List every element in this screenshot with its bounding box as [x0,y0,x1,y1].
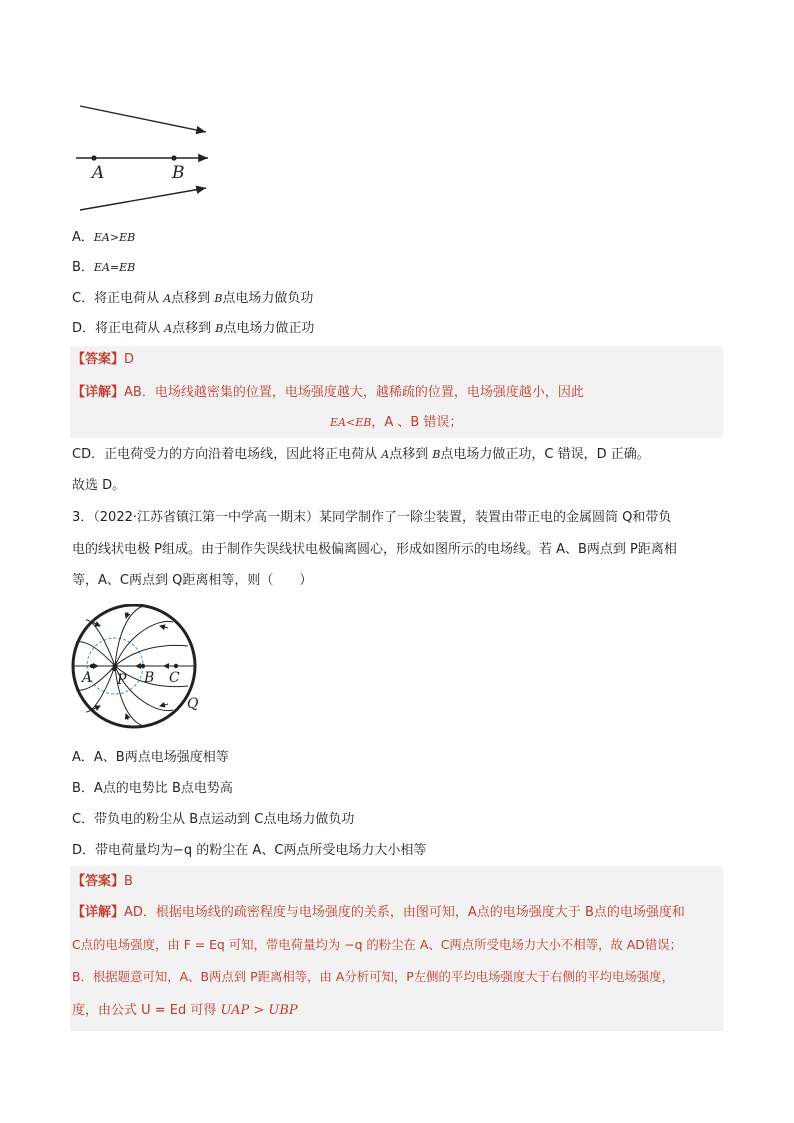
point-a-fig2 [90,664,94,668]
q2-detail-line1: 【详解】AB．电场线越密集的位置，电场强度越大，越稀疏的位置，电场强度越小，因此 [72,385,584,400]
q2-option-d: D．将正电荷从 A点移到 B点电场力做正功 [72,321,315,336]
point-b [171,155,176,160]
label-q: Q [187,696,199,712]
q3-stem-line2: 电的线状电极 P组成。由于制作失误线状电极偏离圆心，形成如图所示的电场线。若 A、B两点到 P距离相 [72,542,677,557]
q3-option-b: B．A点的电势比 B点电势高 [72,781,233,796]
q2-detail-line3: CD．正电荷受力的方向沿着电场线，因此将正电荷从 A点移到 B点电场力做正功，C 错误，D 正确。 [72,447,650,462]
q3-stem-line3: 等，A、C两点到 Q距离相等，则（ ） [72,573,313,588]
q2-option-a: A．EA>EB [72,230,136,245]
q3-option-c: C．带负电的粉尘从 B点运动到 C点电场力做负功 [72,812,355,827]
label-a: A [92,163,105,183]
field-line-top [80,106,206,132]
q2-detail-line2: EA<EB，A 、B 错误； [330,415,463,430]
point-p [113,664,118,669]
q3-stem-line1: 3．（2022·江苏省镇江第一中学高一期末）某同学制作了一除尘装置，装置由带正电的金属圆筒 Q和带负 [72,510,672,525]
q2-detail-line4: 故选 D。 [72,478,126,493]
label-p: P [117,672,127,688]
figure-field-lines [70,98,220,218]
label-a-fig2: A [82,670,93,686]
q3-option-a: A．A、B两点电场强度相等 [72,750,229,765]
q3-detail-line3: B．根据题意可知，A、B两点到 P距离相等，由 A分析可知，P左侧的平均电场强度大于右侧的平均电场强度， [72,969,674,984]
point-b-fig2 [141,664,145,668]
point-a [91,155,96,160]
q3-detail-line4: 度，由公式 U = Ed 可得 UAP > UBP [72,1003,298,1018]
label-b-fig2: B [144,670,155,686]
point-c [174,664,178,668]
q2-option-b: B．EA=EB [72,260,136,275]
q2-option-c: C．将正电荷从 A点移到 B点电场力做负功 [72,291,314,306]
q2-answer: 【答案】D [72,352,135,367]
figure-cylinder-field [68,604,208,730]
label-b: B [172,163,185,183]
field-line-bottom [80,188,206,210]
q3-detail-line1: 【详解】AD．根据电场线的疏密程度与电场强度的关系，由图可知，A点的电场强度大于 B点的电场强度和 [72,905,685,920]
q3-answer: 【答案】B [72,874,133,889]
q3-option-d: D．带电荷量均为−q 的粉尘在 A、C两点所受电场力大小相等 [72,843,427,858]
label-c: C [169,670,180,686]
q3-detail-line2: C点的电场强度，由 F = Eq 可知，带电荷量均为 −q 的粉尘在 A、C两点所受电场力大小不相等，故 AD错误； [72,937,682,952]
